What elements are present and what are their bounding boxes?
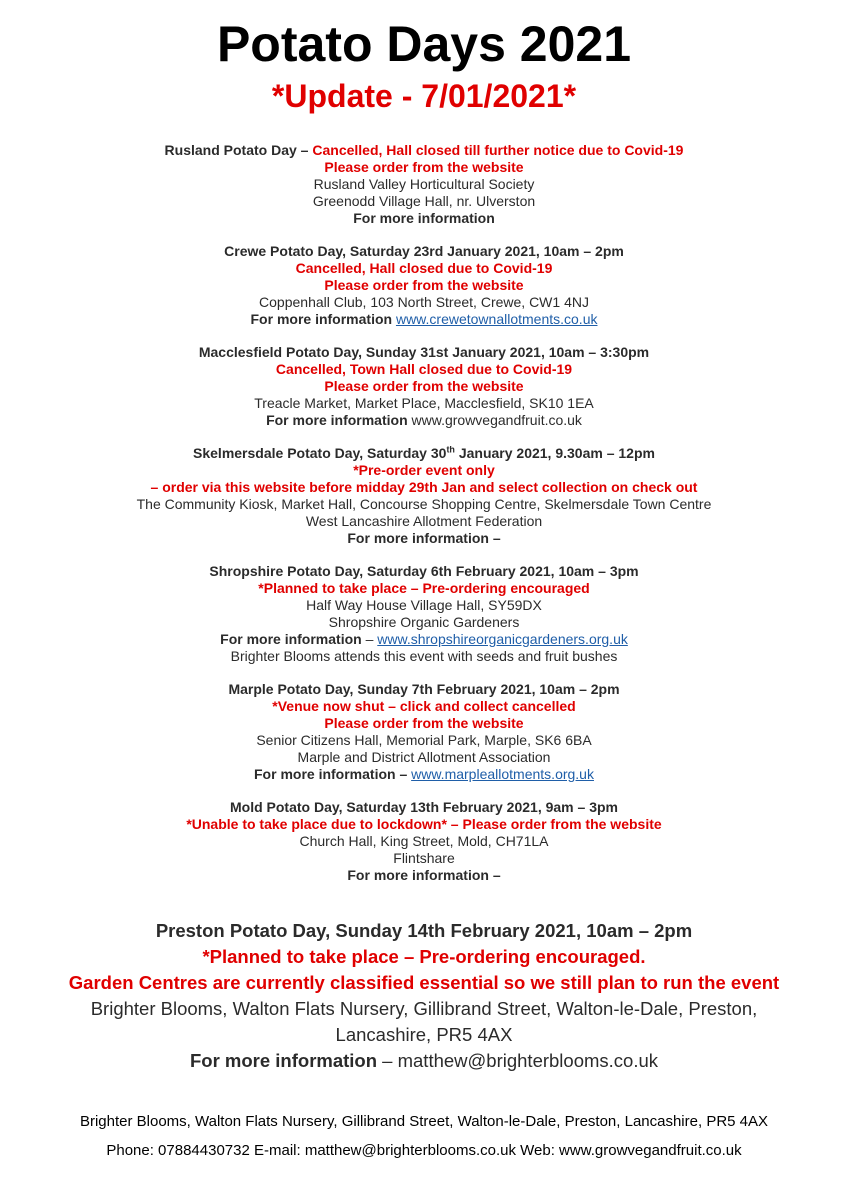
more-info-line: For more information – www.shropshireorganicgardeners.org.uk bbox=[220, 631, 628, 647]
crewe-allotments-link[interactable]: www.crewetownallotments.co.uk bbox=[395, 311, 598, 327]
event-skelmersdale bbox=[0, 445, 848, 547]
event-organiser: Marple and District Allotment Association bbox=[297, 749, 551, 765]
update-subtitle: *Update - 7/01/2021* bbox=[271, 78, 577, 114]
page-title: Potato Days 2021 bbox=[216, 16, 632, 72]
event-organiser: Rusland Valley Horticultural Society bbox=[313, 176, 535, 192]
event-status: *Pre-order event only bbox=[353, 462, 495, 478]
event-headline: Rusland Potato Day – Cancelled, Hall closed till further notice due to Covid-19 bbox=[164, 142, 684, 158]
event-note: Brighter Blooms attends this event with seeds and fruit bushes bbox=[230, 648, 618, 664]
event-venue: Treacle Market, Market Place, Macclesfield, SK10 1EA bbox=[254, 395, 594, 411]
event-status: *Planned to take place – Pre-ordering encouraged bbox=[258, 580, 590, 596]
event-venue: Brighter Blooms, Walton Flats Nursery, Gillibrand Street, Walton-le-Dale, Preston, bbox=[90, 998, 758, 1019]
footer-address: Brighter Blooms, Walton Flats Nursery, Gillibrand Street, Walton-le-Dale, Preston, Lancashire, PR5 4AX bbox=[79, 1113, 769, 1130]
event-status: Cancelled, Town Hall closed due to Covid-19 bbox=[275, 361, 573, 377]
more-info-line: For more information – www.marpleallotments.org.uk bbox=[254, 766, 594, 782]
website-text: www.growvegandfruit.co.uk bbox=[411, 412, 582, 428]
event-venue: Senior Citizens Hall, Memorial Park, Marple, SK6 6BA bbox=[256, 732, 592, 748]
order-note: Please order from the website bbox=[324, 715, 524, 731]
event-status: *Unable to take place due to lockdown* – Please order from the website bbox=[186, 816, 662, 832]
more-info-label: For more information – bbox=[347, 867, 501, 883]
event-venue: Coppenhall Club, 103 North Street, Crewe, CW1 4NJ bbox=[259, 294, 589, 310]
event-crewe bbox=[0, 243, 848, 328]
order-note: – order via this website before midday 29th Jan and select collection on check out bbox=[150, 479, 698, 495]
footer-contact: Phone: 07884430732 E-mail: matthew@brighterblooms.co.uk Web: www.growvegandfruit.co.uk bbox=[106, 1142, 742, 1159]
more-info-line: For more information www.crewetownallotments.co.uk bbox=[250, 311, 598, 327]
shropshire-gardeners-link[interactable]: www.shropshireorganicgardeners.org.uk bbox=[377, 631, 628, 647]
event-venue: Church Hall, King Street, Mold, CH71LA bbox=[299, 833, 549, 849]
event-venue: The Community Kiosk, Market Hall, Concourse Shopping Centre, Skelmersdale Town Centre bbox=[136, 496, 712, 512]
event-headline: Marple Potato Day, Sunday 7th February 2021, 10am – 2pm bbox=[228, 681, 620, 697]
event-organiser: Shropshire Organic Gardeners bbox=[328, 614, 520, 630]
event-headline: Shropshire Potato Day, Saturday 6th February 2021, 10am – 3pm bbox=[209, 563, 639, 579]
event-rusland bbox=[0, 142, 848, 227]
event-organiser: West Lancashire Allotment Federation bbox=[305, 513, 543, 529]
event-shropshire bbox=[0, 563, 848, 665]
event-status: Cancelled, Hall closed due to Covid-19 bbox=[295, 260, 553, 276]
contact-email: – matthew@brighterblooms.co.uk bbox=[377, 1050, 659, 1071]
event-mold bbox=[0, 799, 848, 884]
order-note: Please order from the website bbox=[324, 159, 524, 175]
event-venue: Greenodd Village Hall, nr. Ulverston bbox=[312, 193, 536, 209]
event-venue: Half Way House Village Hall, SY59DX bbox=[306, 597, 542, 613]
event-headline: Macclesfield Potato Day, Sunday 31st January 2021, 10am – 3:30pm bbox=[198, 344, 650, 360]
event-macclesfield bbox=[0, 344, 848, 429]
events-list bbox=[0, 142, 848, 900]
event-organiser: Flintshare bbox=[393, 850, 455, 866]
marple-allotments-link[interactable]: www.marpleallotments.org.uk bbox=[411, 766, 594, 782]
more-info-label: For more information – bbox=[347, 530, 501, 546]
more-info-line: For more information – matthew@brighterblooms.co.uk bbox=[189, 1050, 659, 1071]
more-info-line: For more information www.growvegandfruit.co.uk bbox=[266, 412, 582, 428]
order-note: Please order from the website bbox=[324, 378, 524, 394]
event-headline: Skelmersdale Potato Day, Saturday 30th January 2021, 9.30am – 12pm bbox=[193, 444, 655, 461]
event-status: Cancelled, Hall closed till further notice due to Covid-19 bbox=[312, 142, 684, 158]
event-headline: Crewe Potato Day, Saturday 23rd January 2021, 10am – 2pm bbox=[224, 243, 624, 259]
event-marple bbox=[0, 681, 848, 783]
event-headline: Mold Potato Day, Saturday 13th February 2021, 9am – 3pm bbox=[230, 799, 618, 815]
event-venue-continued: Lancashire, PR5 4AX bbox=[335, 1024, 513, 1045]
more-info-label: For more information bbox=[353, 210, 495, 226]
event-name: Rusland Potato Day bbox=[164, 142, 297, 158]
event-preston bbox=[0, 918, 848, 1074]
order-note: Please order from the website bbox=[324, 277, 524, 293]
event-status: *Planned to take place – Pre-ordering encouraged. bbox=[202, 946, 646, 967]
event-note: Garden Centres are currently classified essential so we still plan to run the event bbox=[68, 972, 780, 993]
footer bbox=[0, 1112, 848, 1161]
event-status: *Venue now shut – click and collect cancelled bbox=[272, 698, 576, 714]
event-headline: Preston Potato Day, Sunday 14th February 2021, 10am – 2pm bbox=[155, 920, 693, 941]
